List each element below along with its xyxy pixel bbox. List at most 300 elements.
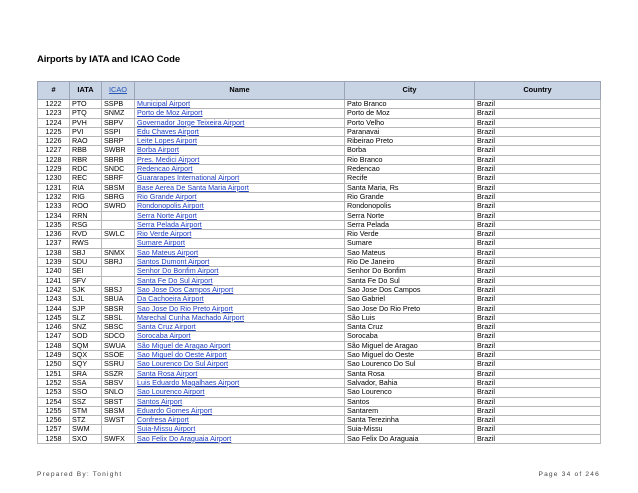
cell-airport-name-link	[135, 416, 345, 425]
cell-iata: RAO	[70, 137, 102, 146]
cell-country: Brazil	[475, 323, 601, 332]
cell-iata: PVH	[70, 118, 102, 127]
cell-number: 1241	[38, 276, 70, 285]
cell-icao: SWBR	[102, 146, 135, 155]
airport-name-link[interactable]: Rondonopolis Airport	[137, 201, 204, 211]
cell-airport-name-link	[135, 378, 345, 387]
airport-name-link[interactable]: Rio Grande Airport	[137, 192, 197, 201]
cell-iata: SJK	[70, 285, 102, 294]
page-title: Airports by IATA and ICAO Code	[37, 54, 181, 65]
cell-number: 1232	[38, 192, 70, 201]
cell-icao: SNMX	[102, 248, 135, 257]
table-row	[38, 378, 601, 387]
table-row	[38, 165, 601, 174]
cell-city: Paranavai	[345, 127, 475, 136]
cell-number: 1254	[38, 397, 70, 406]
table-row	[38, 100, 601, 109]
cell-airport-name-link	[135, 332, 345, 341]
cell-airport-name-link	[135, 258, 345, 267]
airport-name-link[interactable]: Serra Pelada Airport	[137, 220, 202, 229]
cell-country: Brazil	[475, 211, 601, 220]
cell-city: Suia-Missu	[345, 425, 475, 434]
cell-city: Rio De Janeiro	[345, 258, 475, 267]
cell-number: 1235	[38, 220, 70, 229]
cell-airport-name-link	[135, 351, 345, 360]
table-row	[38, 434, 601, 443]
cell-number: 1244	[38, 304, 70, 313]
airport-name-link[interactable]: Sao Lourenco Airport	[137, 387, 205, 397]
airport-name-link[interactable]: Santos Airport	[137, 397, 183, 406]
airport-name-link[interactable]: Sao Jose Do Rio Preto Airport	[137, 304, 233, 313]
cell-country: Brazil	[475, 388, 601, 397]
cell-city: Ribeirao Preto	[345, 137, 475, 146]
airport-name-link[interactable]: Guararapes International Airport	[137, 173, 240, 183]
cell-icao: SSPB	[102, 100, 135, 109]
cell-country: Brazil	[475, 155, 601, 164]
table-row	[38, 183, 601, 192]
airport-name-link[interactable]: Sao Felix Do Araguaia Airport	[137, 434, 232, 443]
cell-airport-name-link	[135, 304, 345, 313]
cell-number: 1239	[38, 258, 70, 267]
cell-icao: SBSR	[102, 304, 135, 313]
cell-number: 1257	[38, 425, 70, 434]
cell-icao	[102, 276, 135, 285]
airport-name-link[interactable]: Borba Airport	[137, 145, 179, 155]
cell-icao: SBSM	[102, 183, 135, 192]
airports-table	[37, 81, 601, 444]
airport-name-link[interactable]: Sao Jose Dos Campos Airport	[137, 285, 234, 294]
cell-icao: SWRD	[102, 202, 135, 211]
airport-name-link[interactable]: São Miguel de Aragao Airport	[137, 341, 231, 350]
cell-city: Senhor Do Bonfim	[345, 267, 475, 276]
airport-name-link[interactable]: Marechal Cunha Machado Airport	[137, 313, 245, 322]
footer-page-number: Page 34 of 246	[538, 471, 600, 478]
cell-airport-name-link	[135, 276, 345, 285]
airport-name-link[interactable]: Sorocaba Airport	[137, 331, 191, 341]
cell-number: 1248	[38, 341, 70, 350]
cell-iata: SSZ	[70, 397, 102, 406]
cell-city: Sao Miguel do Oeste	[345, 351, 475, 360]
cell-airport-name-link	[135, 397, 345, 406]
cell-city: Santa Rosa	[345, 369, 475, 378]
cell-airport-name-link	[135, 434, 345, 443]
cell-icao	[102, 267, 135, 276]
table-row	[38, 202, 601, 211]
cell-country: Brazil	[475, 295, 601, 304]
airport-name-link[interactable]: Da Cachoeira Airport	[137, 294, 204, 304]
cell-airport-name-link	[135, 239, 345, 248]
airport-name-link[interactable]: Sao Lourenco Do Sul Airport	[137, 359, 229, 369]
cell-iata: SWM	[70, 425, 102, 434]
cell-icao: SBSL	[102, 313, 135, 322]
cell-city: Sao Jose Dos Campos	[345, 285, 475, 294]
cell-icao: SBRF	[102, 174, 135, 183]
cell-icao: SBRP	[102, 137, 135, 146]
cell-icao	[102, 211, 135, 220]
airport-name-link[interactable]: Serra Norte Airport	[137, 211, 197, 220]
cell-airport-name-link	[135, 285, 345, 294]
table-row	[38, 211, 601, 220]
cell-airport-name-link	[135, 267, 345, 276]
cell-icao	[102, 220, 135, 229]
cell-iata: SJL	[70, 295, 102, 304]
cell-number: 1255	[38, 406, 70, 415]
cell-number: 1242	[38, 285, 70, 294]
cell-icao: SDCO	[102, 332, 135, 341]
cell-icao: SSOE	[102, 351, 135, 360]
cell-city: Sao Jose Do Rio Preto	[345, 304, 475, 313]
cell-country: Brazil	[475, 192, 601, 201]
cell-number: 1233	[38, 202, 70, 211]
cell-country: Brazil	[475, 183, 601, 192]
cell-airport-name-link	[135, 118, 345, 127]
cell-city: São Luis	[345, 313, 475, 322]
table-row	[38, 239, 601, 248]
cell-city: Recife	[345, 174, 475, 183]
cell-airport-name-link	[135, 341, 345, 350]
cell-iata: RBR	[70, 155, 102, 164]
cell-airport-name-link	[135, 323, 345, 332]
airport-name-link[interactable]: Edu Chaves Airport	[137, 127, 199, 136]
cell-city: Pato Branco	[345, 100, 475, 109]
cell-number: 1251	[38, 369, 70, 378]
cell-number: 1246	[38, 323, 70, 332]
table-row	[38, 192, 601, 201]
cell-city: Borba	[345, 146, 475, 155]
cell-country: Brazil	[475, 313, 601, 322]
column-header-name: Name	[135, 82, 345, 100]
table-row	[38, 397, 601, 406]
cell-number: 1224	[38, 118, 70, 127]
cell-number: 1238	[38, 248, 70, 257]
airport-name-link[interactable]: Confresa Airport	[137, 415, 189, 425]
cell-country: Brazil	[475, 137, 601, 146]
cell-iata: SSA	[70, 378, 102, 387]
cell-number: 1240	[38, 267, 70, 276]
cell-country: Brazil	[475, 378, 601, 387]
cell-city: Santos	[345, 397, 475, 406]
airport-name-link[interactable]: Base Aerea De Santa Maria Airport	[137, 183, 249, 192]
cell-number: 1237	[38, 239, 70, 248]
cell-number: 1227	[38, 146, 70, 155]
cell-country: Brazil	[475, 248, 601, 257]
cell-number: 1249	[38, 351, 70, 360]
cell-airport-name-link	[135, 137, 345, 146]
cell-number: 1225	[38, 127, 70, 136]
cell-city: Sao Gabriel	[345, 295, 475, 304]
airport-name-link[interactable]: Leite Lopes Airport	[137, 136, 197, 146]
cell-icao: SBRJ	[102, 258, 135, 267]
table-row	[38, 332, 601, 341]
cell-country: Brazil	[475, 127, 601, 136]
cell-country: Brazil	[475, 406, 601, 415]
column-header-iata: IATA	[70, 82, 102, 100]
table-row	[38, 127, 601, 136]
cell-country: Brazil	[475, 360, 601, 369]
cell-city: Sao Felix Do Araguaia	[345, 434, 475, 443]
cell-airport-name-link	[135, 155, 345, 164]
airport-name-link[interactable]: Rio Verde Airport	[137, 229, 192, 239]
cell-country: Brazil	[475, 351, 601, 360]
cell-icao: SSPI	[102, 127, 135, 136]
table-row	[38, 388, 601, 397]
airport-name-link[interactable]: Suia-Missu Airport	[137, 424, 196, 434]
cell-city: Rio Branco	[345, 155, 475, 164]
cell-city: Santa Cruz	[345, 323, 475, 332]
table-row	[38, 276, 601, 285]
cell-country: Brazil	[475, 109, 601, 118]
cell-city: Santa Terezinha	[345, 416, 475, 425]
cell-iata: STZ	[70, 416, 102, 425]
cell-city: São Miguel de Aragao	[345, 341, 475, 350]
cell-airport-name-link	[135, 146, 345, 155]
column-header-city: City	[345, 82, 475, 100]
table-row	[38, 323, 601, 332]
airport-name-link[interactable]: Santa Fe Do Sul Airport	[137, 276, 213, 285]
cell-icao: SBRB	[102, 155, 135, 164]
cell-airport-name-link	[135, 230, 345, 239]
cell-icao: SWFX	[102, 434, 135, 443]
cell-number: 1245	[38, 313, 70, 322]
cell-country: Brazil	[475, 100, 601, 109]
cell-iata: RIG	[70, 192, 102, 201]
table-row	[38, 369, 601, 378]
cell-country: Brazil	[475, 434, 601, 443]
table-row	[38, 304, 601, 313]
cell-country: Brazil	[475, 258, 601, 267]
table-row	[38, 360, 601, 369]
cell-airport-name-link	[135, 313, 345, 322]
cell-city: Porto Velho	[345, 118, 475, 127]
cell-airport-name-link	[135, 192, 345, 201]
cell-number: 1236	[38, 230, 70, 239]
cell-airport-name-link	[135, 295, 345, 304]
cell-country: Brazil	[475, 285, 601, 294]
table-header-row	[38, 82, 601, 100]
airport-name-link[interactable]: Redencao Airport	[137, 164, 193, 174]
cell-iata: PVI	[70, 127, 102, 136]
cell-airport-name-link	[135, 165, 345, 174]
cell-airport-name-link	[135, 127, 345, 136]
cell-number: 1231	[38, 183, 70, 192]
airport-name-link[interactable]: Sao Miguel do Oeste Airport	[137, 350, 227, 360]
table-row	[38, 285, 601, 294]
table-row	[38, 258, 601, 267]
cell-city: Santarem	[345, 406, 475, 415]
cell-number: 1250	[38, 360, 70, 369]
cell-iata: RSG	[70, 220, 102, 229]
cell-city: Sumare	[345, 239, 475, 248]
cell-icao: SSRU	[102, 360, 135, 369]
cell-icao: SBST	[102, 397, 135, 406]
table-row	[38, 416, 601, 425]
cell-airport-name-link	[135, 388, 345, 397]
table-row	[38, 146, 601, 155]
cell-iata: SEI	[70, 267, 102, 276]
cell-city: Santa Maria, Rs	[345, 183, 475, 192]
cell-icao	[102, 239, 135, 248]
cell-number: 1258	[38, 434, 70, 443]
cell-country: Brazil	[475, 397, 601, 406]
cell-country: Brazil	[475, 202, 601, 211]
column-header-icao-link[interactable]: ICAO	[102, 82, 135, 100]
cell-country: Brazil	[475, 267, 601, 276]
cell-icao: SBSJ	[102, 285, 135, 294]
cell-iata: SQY	[70, 360, 102, 369]
table-row	[38, 425, 601, 434]
airport-name-link[interactable]: Sumare Airport	[137, 238, 185, 248]
airport-name-link[interactable]: Santa Cruz Airport	[137, 322, 196, 332]
cell-icao: SNLO	[102, 388, 135, 397]
table-row	[38, 174, 601, 183]
footer-prepared-by: Prepared By: Tonight	[37, 471, 123, 478]
airport-name-link[interactable]: Pres. Medici Airport	[137, 155, 200, 164]
cell-icao: SBSV	[102, 378, 135, 387]
cell-icao	[102, 425, 135, 434]
cell-iata: RIA	[70, 183, 102, 192]
table-row	[38, 295, 601, 304]
cell-iata: PTO	[70, 100, 102, 109]
cell-icao: SWUA	[102, 341, 135, 350]
cell-iata: SSO	[70, 388, 102, 397]
cell-city: Sao Mateus	[345, 248, 475, 257]
airport-name-link[interactable]: Eduardo Gomes Airport	[137, 406, 213, 415]
column-header-country: Country	[475, 82, 601, 100]
cell-number: 1226	[38, 137, 70, 146]
airport-name-link[interactable]: Santa Rosa Airport	[137, 369, 198, 378]
cell-number: 1247	[38, 332, 70, 341]
cell-country: Brazil	[475, 165, 601, 174]
cell-country: Brazil	[475, 146, 601, 155]
cell-airport-name-link	[135, 360, 345, 369]
cell-number: 1253	[38, 388, 70, 397]
cell-iata: SQM	[70, 341, 102, 350]
cell-iata: SJP	[70, 304, 102, 313]
cell-country: Brazil	[475, 118, 601, 127]
cell-iata: STM	[70, 406, 102, 415]
cell-country: Brazil	[475, 230, 601, 239]
table-row	[38, 118, 601, 127]
cell-iata: ROO	[70, 202, 102, 211]
cell-iata: RWS	[70, 239, 102, 248]
cell-number: 1234	[38, 211, 70, 220]
cell-iata: REC	[70, 174, 102, 183]
cell-number: 1228	[38, 155, 70, 164]
cell-icao: SNDC	[102, 165, 135, 174]
airport-name-link[interactable]: Sao Mateus Airport	[137, 248, 199, 257]
airport-name-link[interactable]: Luis Eduardo Magalhaes Airport	[137, 378, 240, 387]
cell-icao: SBSC	[102, 323, 135, 332]
cell-icao: SWLC	[102, 230, 135, 239]
cell-city: Salvador, Bahia	[345, 378, 475, 387]
cell-iata: SFV	[70, 276, 102, 285]
column-header-number: #	[38, 82, 70, 100]
table-row	[38, 109, 601, 118]
cell-iata: SNZ	[70, 323, 102, 332]
table-row	[38, 155, 601, 164]
cell-city: Serra Pelada	[345, 220, 475, 229]
cell-country: Brazil	[475, 239, 601, 248]
cell-iata: RRN	[70, 211, 102, 220]
cell-icao: SBSM	[102, 406, 135, 415]
cell-airport-name-link	[135, 369, 345, 378]
cell-iata: RDC	[70, 165, 102, 174]
cell-city: Rio Verde	[345, 230, 475, 239]
cell-country: Brazil	[475, 425, 601, 434]
airport-name-link[interactable]: Governador Jorge Teixeira Airport	[137, 118, 245, 127]
cell-iata: SQX	[70, 351, 102, 360]
airport-name-link[interactable]: Santos Dumont Airport	[137, 257, 210, 267]
cell-city: Sorocaba	[345, 332, 475, 341]
cell-airport-name-link	[135, 406, 345, 415]
cell-city: Rio Grande	[345, 192, 475, 201]
cell-icao: SNMZ	[102, 109, 135, 118]
cell-city: Sao Lourenco	[345, 388, 475, 397]
cell-country: Brazil	[475, 332, 601, 341]
table-row	[38, 267, 601, 276]
table-row	[38, 406, 601, 415]
cell-iata: PTQ	[70, 109, 102, 118]
cell-city: Sao Lourenco Do Sul	[345, 360, 475, 369]
cell-country: Brazil	[475, 174, 601, 183]
cell-country: Brazil	[475, 304, 601, 313]
cell-airport-name-link	[135, 109, 345, 118]
cell-airport-name-link	[135, 174, 345, 183]
table-row	[38, 248, 601, 257]
airport-name-link[interactable]: Porto de Moz Airport	[137, 108, 203, 118]
table-row	[38, 230, 601, 239]
cell-iata: SBJ	[70, 248, 102, 257]
table-row	[38, 351, 601, 360]
cell-airport-name-link	[135, 220, 345, 229]
cell-airport-name-link	[135, 183, 345, 192]
cell-country: Brazil	[475, 369, 601, 378]
cell-airport-name-link	[135, 100, 345, 109]
cell-iata: SDU	[70, 258, 102, 267]
airport-name-link[interactable]: Senhor Do Bonfim Airport	[137, 266, 219, 276]
cell-iata: RVD	[70, 230, 102, 239]
cell-number: 1256	[38, 416, 70, 425]
cell-icao: SSZR	[102, 369, 135, 378]
cell-number: 1222	[38, 100, 70, 109]
cell-airport-name-link	[135, 211, 345, 220]
table-row	[38, 341, 601, 350]
cell-icao: SBPV	[102, 118, 135, 127]
cell-number: 1230	[38, 174, 70, 183]
cell-city: Rondonopolis	[345, 202, 475, 211]
cell-city: Santa Fe Do Sul	[345, 276, 475, 285]
cell-airport-name-link	[135, 248, 345, 257]
cell-icao: SWST	[102, 416, 135, 425]
cell-icao: SBRG	[102, 192, 135, 201]
cell-country: Brazil	[475, 416, 601, 425]
cell-iata: RBB	[70, 146, 102, 155]
cell-icao: SBUA	[102, 295, 135, 304]
cell-country: Brazil	[475, 341, 601, 350]
table-row	[38, 137, 601, 146]
cell-iata: SLZ	[70, 313, 102, 322]
cell-iata: SRA	[70, 369, 102, 378]
cell-airport-name-link	[135, 425, 345, 434]
cell-number: 1229	[38, 165, 70, 174]
cell-number: 1243	[38, 295, 70, 304]
cell-number: 1252	[38, 378, 70, 387]
cell-iata: SXO	[70, 434, 102, 443]
airport-name-link[interactable]: Municipal Airport	[137, 99, 191, 108]
cell-country: Brazil	[475, 276, 601, 285]
table-row	[38, 313, 601, 322]
cell-number: 1223	[38, 109, 70, 118]
